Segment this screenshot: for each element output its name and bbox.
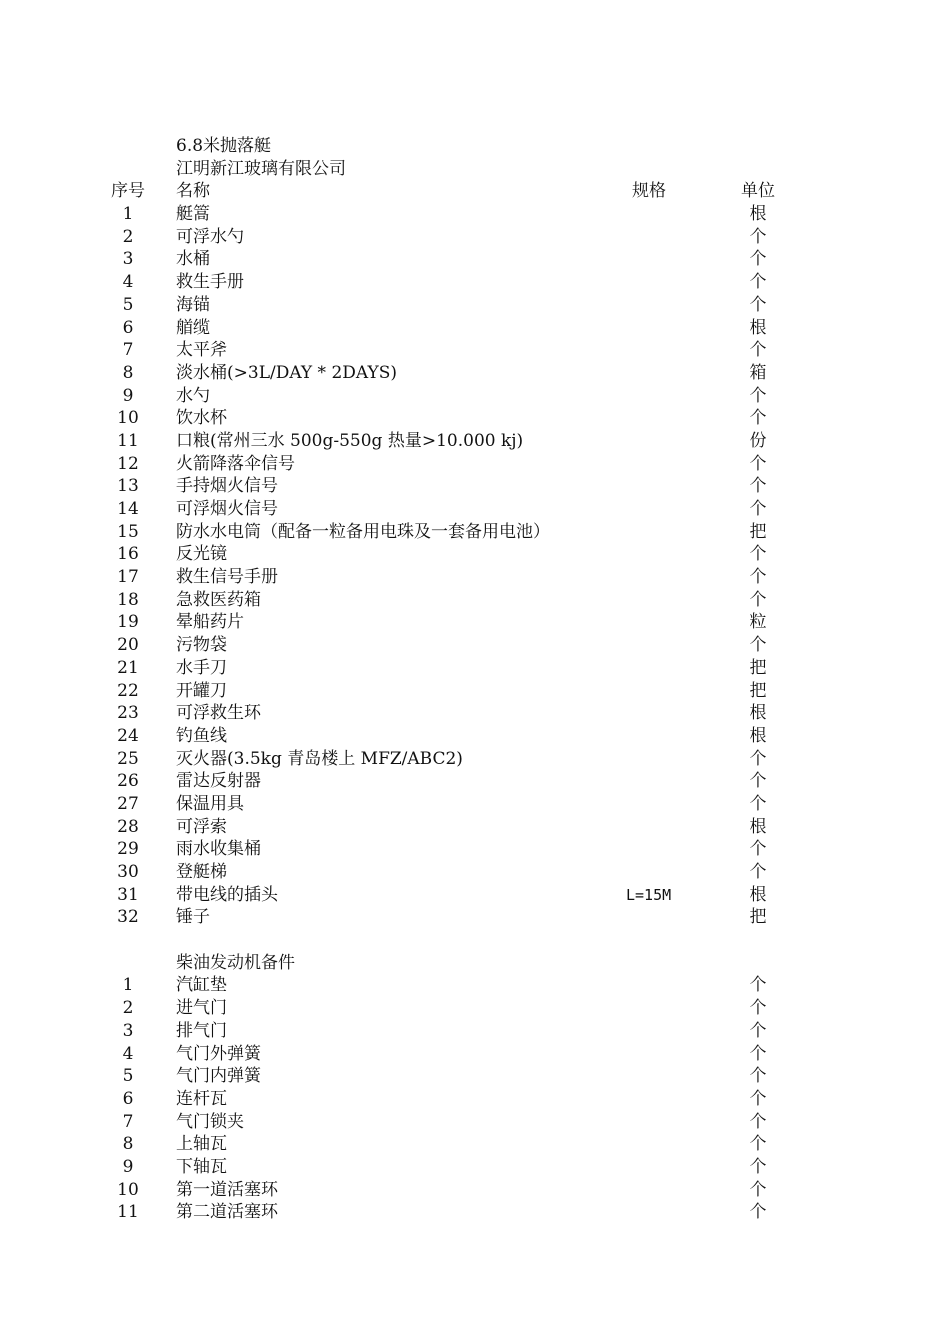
table-row xyxy=(0,725,950,748)
item-name: 第一道活塞环 xyxy=(176,1179,278,1200)
item-name: 水手刀 xyxy=(176,657,227,678)
item-name: 下轴瓦 xyxy=(176,1156,227,1177)
header-spec: 规格 xyxy=(632,181,666,202)
item-unit: 个 xyxy=(749,1020,767,1041)
item-spec: L=15M xyxy=(626,885,672,904)
item-number: 3 xyxy=(122,1020,134,1041)
title-row xyxy=(0,135,950,158)
item-unit: 个 xyxy=(749,1043,767,1064)
table-row xyxy=(0,1043,950,1066)
item-unit: 份 xyxy=(749,430,767,451)
item-unit: 粒 xyxy=(749,612,767,633)
item-name: 带电线的插头 xyxy=(176,884,278,905)
item-name: 火箭降落伞信号 xyxy=(176,453,295,474)
header-name: 名称 xyxy=(176,181,210,202)
item-number: 1 xyxy=(122,975,134,996)
item-number: 28 xyxy=(117,816,139,837)
table-row xyxy=(0,1088,950,1111)
item-number: 8 xyxy=(122,1134,134,1155)
item-name: 晕船药片 xyxy=(176,612,244,633)
items-table xyxy=(0,203,950,929)
item-name: 汽缸垫 xyxy=(176,975,227,996)
item-number: 13 xyxy=(117,476,139,497)
item-unit: 个 xyxy=(749,1202,767,1223)
item-number: 5 xyxy=(122,1066,134,1087)
item-name: 海锚 xyxy=(176,294,210,315)
table-row xyxy=(0,248,950,271)
item-unit: 个 xyxy=(749,340,767,361)
item-unit: 个 xyxy=(749,272,767,293)
item-unit: 个 xyxy=(749,249,767,270)
item-unit: 个 xyxy=(749,476,767,497)
engine-parts-table xyxy=(0,974,950,1224)
section2-title: 柴油发动机备件 xyxy=(176,952,295,973)
item-unit: 根 xyxy=(749,884,767,905)
company-name: 江明新江玻璃有限公司 xyxy=(176,158,346,179)
item-unit: 个 xyxy=(749,1088,767,1109)
item-name: 登艇梯 xyxy=(176,862,227,882)
item-unit: 个 xyxy=(749,544,767,565)
table-row xyxy=(0,974,950,997)
item-unit: 个 xyxy=(749,1156,767,1177)
item-name: 可浮烟火信号 xyxy=(176,499,278,519)
item-name: 保温用具 xyxy=(176,793,244,814)
item-name: 气门内弹簧 xyxy=(176,1066,261,1087)
item-number: 8 xyxy=(122,362,134,383)
item-unit: 个 xyxy=(749,771,767,792)
item-name: 反光镜 xyxy=(176,544,227,565)
item-unit: 个 xyxy=(749,1179,767,1200)
item-unit: 箱 xyxy=(749,362,767,383)
table-row xyxy=(0,680,950,703)
item-name: 雨水收集桶 xyxy=(176,839,261,860)
table-row xyxy=(0,1179,950,1202)
item-name: 急救医药箱 xyxy=(176,589,261,610)
item-number: 4 xyxy=(122,272,134,293)
table-row xyxy=(0,498,950,521)
item-name: 连杆瓦 xyxy=(176,1088,227,1109)
item-name: 上轴瓦 xyxy=(176,1134,227,1155)
item-number: 4 xyxy=(122,1043,134,1064)
table-row xyxy=(0,1020,950,1043)
item-name: 可浮索 xyxy=(176,816,227,837)
item-number: 32 xyxy=(117,907,139,928)
item-name: 锤子 xyxy=(176,907,210,928)
item-number: 10 xyxy=(117,408,139,429)
item-name: 雷达反射器 xyxy=(176,771,261,792)
document-title: 6.8米抛落艇 xyxy=(176,136,272,156)
item-unit: 个 xyxy=(749,1111,767,1132)
item-number: 22 xyxy=(117,680,139,701)
table-row xyxy=(0,770,950,793)
table-row xyxy=(0,521,950,544)
item-number: 7 xyxy=(122,1111,134,1132)
item-unit: 个 xyxy=(749,1066,767,1087)
item-number: 30 xyxy=(117,862,139,882)
table-row xyxy=(0,317,950,340)
item-name: 进气门 xyxy=(176,998,227,1019)
table-row xyxy=(0,294,950,317)
item-number: 2 xyxy=(122,226,134,247)
item-unit: 个 xyxy=(749,385,767,406)
header-row xyxy=(0,180,950,203)
item-name: 艇篙 xyxy=(176,204,210,225)
item-unit: 把 xyxy=(749,657,767,678)
item-number: 7 xyxy=(122,340,134,361)
item-number: 31 xyxy=(117,884,139,905)
table-row xyxy=(0,657,950,680)
item-unit: 根 xyxy=(749,204,767,225)
item-name: 水桶 xyxy=(176,249,210,270)
item-number: 21 xyxy=(117,657,139,678)
item-number: 1 xyxy=(122,204,134,225)
table-row xyxy=(0,1065,950,1088)
table-row xyxy=(0,634,950,657)
item-number: 6 xyxy=(122,317,134,338)
item-unit: 个 xyxy=(749,499,767,519)
item-number: 16 xyxy=(117,544,139,565)
item-number: 29 xyxy=(117,839,139,860)
section2-title-row xyxy=(0,952,950,975)
table-row xyxy=(0,816,950,839)
item-name: 污物袋 xyxy=(176,635,227,656)
item-number: 6 xyxy=(122,1088,134,1109)
item-number: 24 xyxy=(117,725,139,746)
item-number: 27 xyxy=(117,793,139,814)
item-number: 15 xyxy=(117,521,139,542)
item-name: 救生信号手册 xyxy=(176,567,278,588)
item-name: 排气门 xyxy=(176,1020,227,1041)
item-unit: 个 xyxy=(749,793,767,814)
item-unit: 个 xyxy=(749,453,767,474)
item-name: 太平斧 xyxy=(176,340,227,361)
table-row xyxy=(0,407,950,430)
item-name: 防水水电筒（配备一粒备用电珠及一套备用电池） xyxy=(176,521,550,542)
item-name: 第二道活塞环 xyxy=(176,1202,278,1223)
item-unit: 个 xyxy=(749,567,767,588)
header-num: 序号 xyxy=(111,181,145,202)
item-number: 9 xyxy=(122,1156,134,1177)
table-row xyxy=(0,430,950,453)
item-unit: 根 xyxy=(749,725,767,746)
item-name: 气门外弹簧 xyxy=(176,1043,261,1064)
table-row xyxy=(0,453,950,476)
item-number: 12 xyxy=(117,453,139,474)
company-row xyxy=(0,158,950,181)
table-row xyxy=(0,1133,950,1156)
item-unit: 个 xyxy=(749,226,767,247)
table-row xyxy=(0,748,950,771)
item-number: 14 xyxy=(117,499,139,519)
item-unit: 把 xyxy=(749,680,767,701)
blank-row xyxy=(0,929,950,952)
item-number: 10 xyxy=(117,1179,139,1200)
item-number: 20 xyxy=(117,635,139,656)
table-row xyxy=(0,385,950,408)
item-unit: 根 xyxy=(749,703,767,724)
item-name: 可浮水勺 xyxy=(176,226,244,247)
item-unit: 个 xyxy=(749,294,767,315)
item-number: 25 xyxy=(117,748,139,769)
item-unit: 把 xyxy=(749,907,767,928)
item-name: 可浮救生环 xyxy=(176,703,261,724)
header-unit: 单位 xyxy=(741,181,775,202)
table-row xyxy=(0,1111,950,1134)
item-unit: 个 xyxy=(749,1134,767,1155)
table-row xyxy=(0,566,950,589)
item-unit: 个 xyxy=(749,975,767,996)
item-unit: 根 xyxy=(749,317,767,338)
table-row xyxy=(0,589,950,612)
item-name: 钓鱼线 xyxy=(176,725,227,746)
table-row xyxy=(0,339,950,362)
table-row xyxy=(0,1156,950,1179)
table-row xyxy=(0,611,950,634)
item-unit: 个 xyxy=(749,839,767,860)
item-name: 水勺 xyxy=(176,385,210,406)
item-unit: 个 xyxy=(749,998,767,1019)
item-unit: 个 xyxy=(749,748,767,769)
table-row xyxy=(0,838,950,861)
item-number: 17 xyxy=(117,567,139,588)
table-row xyxy=(0,861,950,884)
item-unit: 个 xyxy=(749,589,767,610)
item-number: 26 xyxy=(117,771,139,792)
item-unit: 个 xyxy=(749,408,767,429)
item-number: 19 xyxy=(117,612,139,633)
item-unit: 个 xyxy=(749,635,767,656)
item-name: 开罐刀 xyxy=(176,680,227,701)
item-number: 23 xyxy=(117,703,139,724)
item-name: 艏缆 xyxy=(176,317,210,338)
table-row xyxy=(0,702,950,725)
table-row xyxy=(0,793,950,816)
item-unit: 个 xyxy=(749,862,767,882)
item-name: 气门锁夹 xyxy=(176,1111,244,1132)
item-number: 9 xyxy=(122,385,134,406)
table-row xyxy=(0,271,950,294)
item-number: 5 xyxy=(122,294,134,315)
item-unit: 根 xyxy=(749,816,767,837)
table-row xyxy=(0,884,950,907)
item-name: 救生手册 xyxy=(176,272,244,293)
table-row xyxy=(0,203,950,226)
item-name: 灭火器(3.5kg 青岛楼上 MFZ/ABC2) xyxy=(176,748,463,769)
table-row xyxy=(0,362,950,385)
spreadsheet xyxy=(0,135,950,1224)
item-name: 手持烟火信号 xyxy=(176,476,278,497)
item-name: 口粮(常州三水 500g-550g 热量>10.000 kj) xyxy=(176,430,524,451)
item-unit: 把 xyxy=(749,521,767,542)
item-number: 3 xyxy=(122,249,134,270)
table-row xyxy=(0,997,950,1020)
item-number: 11 xyxy=(117,1202,139,1223)
item-name: 饮水杯 xyxy=(176,408,227,429)
table-row xyxy=(0,906,950,929)
table-row xyxy=(0,226,950,249)
table-row xyxy=(0,475,950,498)
item-number: 11 xyxy=(117,430,139,451)
item-number: 18 xyxy=(117,589,139,610)
item-number: 2 xyxy=(122,998,134,1019)
table-row xyxy=(0,543,950,566)
table-row xyxy=(0,1201,950,1224)
item-name: 淡水桶(>3L/DAY * 2DAYS) xyxy=(176,362,397,383)
